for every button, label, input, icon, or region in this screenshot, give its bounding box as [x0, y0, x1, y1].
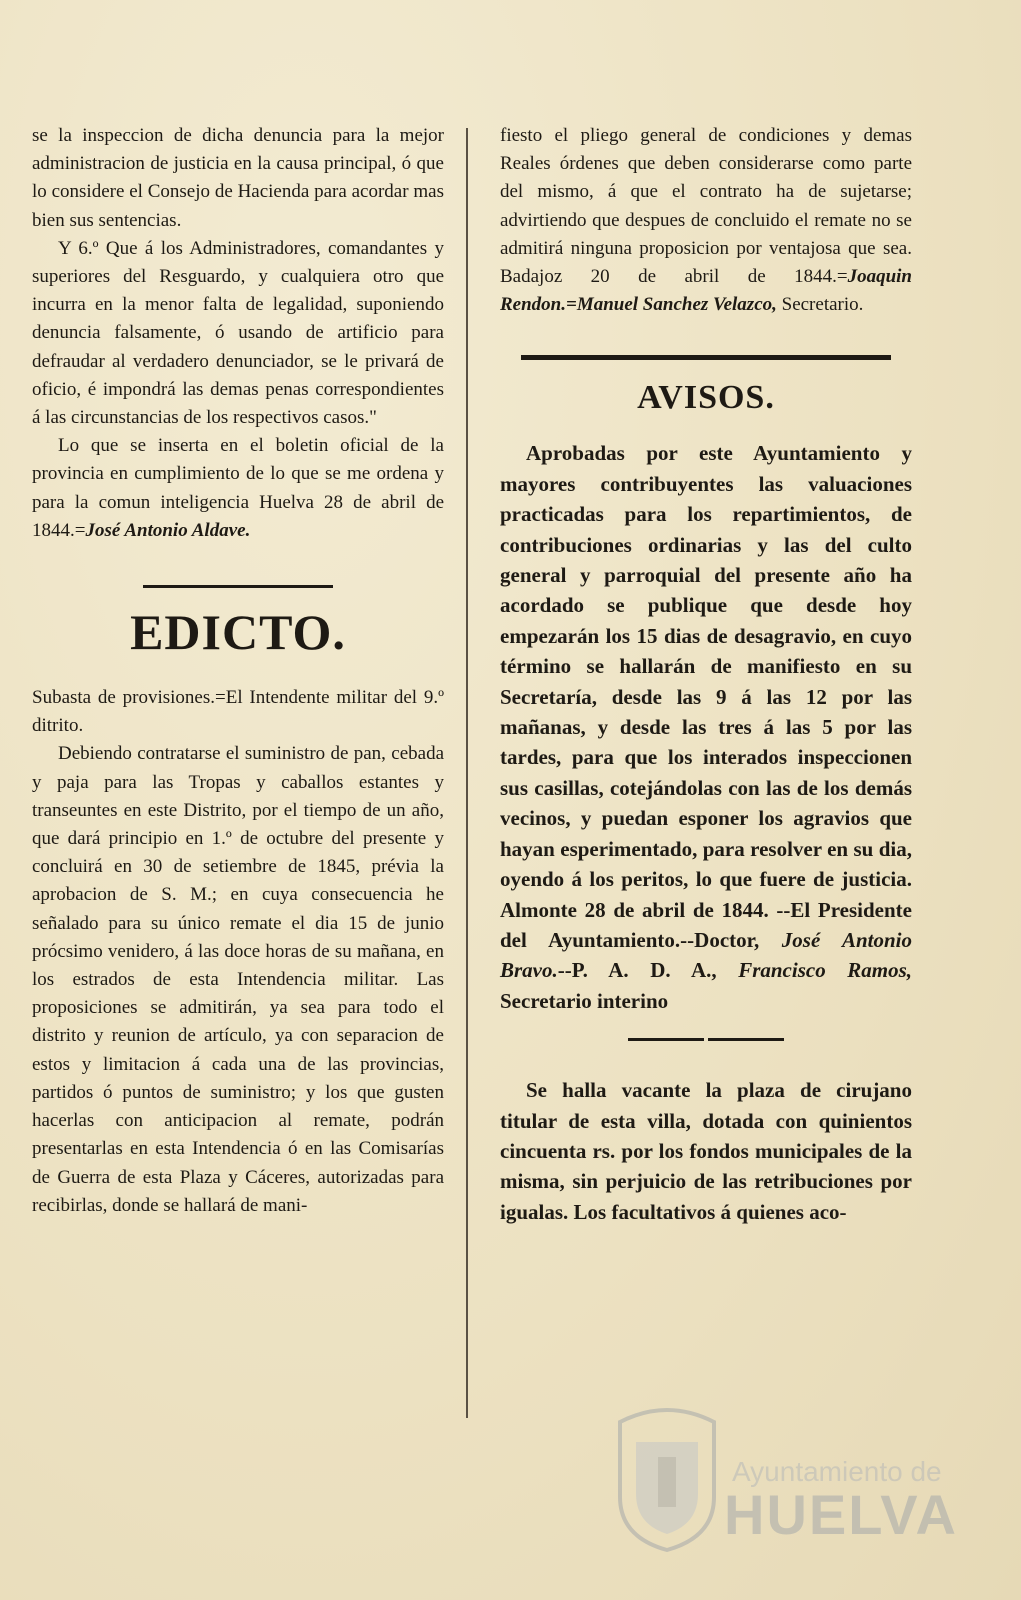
edicto-subtitle: Subasta de provisiones.=El Intendente militar del 9.º ditrito.	[32, 687, 444, 737]
aviso-1: Aprobadas por este Ayuntamiento y mayores contribuyentes las valuaciones practicadas para los repartimientos, de contribuciones ordinarias y las del culto general y parroquial del presente año ha acordado se publique que desde hoy empezarán los 15 dias de desagravio, en cuyo término se hallarán de manifiesto en su Secretaría, desde las 9 á las 12 por las mañanas, y desde las tres á las 5 por las tardes, para que los interados inspeccionen sus casillas, cotejándolas con las de los demás vecinos, y puedan esponer los agravios que hayan esperimentado, para resolver en su dia, oyendo á los peritos, lo que fuere de justicia. Almonte 28 de abril de 1844. --El Presidente del Ayuntamiento.--Doctor, José Antonio Bravo.--P. A. D. A., Francisco Ramos, Secretario interino	[500, 441, 912, 1013]
edicto-body: Debiendo contratarse el suministro de pan, cebada y paja para las Tropas y caballos estantes y transeuntes en este Distrito, por el tiempo de un año, que dará principio en 1.º de octubre del presente y concluirá en 30 de setiembre de 1845, prévia la aprobacion de S. M.; en cuya consecuencia he señalado para su único remate el dia 15 de junio prócsimo venidero, á las doce horas de su mañana, en los estrados de esta Intendencia militar. Las proposiciones se admitirán, ya sea para todo el distrito y reunion de artículo, ya con separacion de estos y limitacion á cada una de las provincias, partidos ó puntos de suministro; y los que gusten hacerlas con anticipacion al remate, podrán presentarlas en esta Intendencia ó en las Comisarías de Guerra de esta Plaza y Cáceres, autorizadas para recibirlas, donde se hallará de mani-	[32, 743, 444, 1216]
huelva-watermark	[612, 1402, 992, 1552]
left-column	[32, 122, 444, 1220]
edicto-title: EDICTO.	[130, 604, 346, 661]
watermark-line2: HUELVA	[724, 1483, 958, 1546]
aviso-2: Se halla vacante la plaza de cirujano titular de esta villa, dotada con quinientos cincuenta rs. por los fondos municipales de la misma, sin perjuicio de las retribuciones por igualas. Los facultativos á quienes aco-	[500, 1078, 912, 1224]
left-paragraph-1: se la inspeccion de dicha denuncia para la mejor administracion de justicia en la causa principal, ó que lo considere el Consejo de Hacienda para acordar mas bien sus sentencias.	[32, 125, 444, 231]
right-paragraph-1: fiesto el pliego general de condiciones y demas Reales órdenes que deben considerarse como parte del mismo, á que el contrato ha de sujetarse; advirtiendo que despues de concluido el remate no se admitirá ninguna proposicion por ventajosa que sea. Badajoz 20 de abril de 1844.=Joaquin Rendon.=Manuel Sanchez Velazco, Secretario.	[500, 125, 912, 316]
right-column	[500, 122, 912, 1227]
signatures-rendon-sanchez: Joaquin Rendon.=Manuel Sanchez Velazco,	[500, 266, 912, 316]
double-rule-divider	[500, 1038, 912, 1041]
signature-aldave: José Antonio Aldave.	[85, 519, 251, 541]
column-divider	[466, 128, 468, 1418]
section-rule	[143, 585, 333, 588]
left-paragraph-3: Lo que se inserta en el boletin oficial de la provincia en cumplimiento de lo que se me ordena y para la comun inteligencia Huelva 28 de abril de 1844.=José Antonio Aldave.	[32, 435, 444, 541]
shield-icon	[612, 1402, 722, 1552]
name-ramos: Francisco Ramos,	[738, 958, 912, 983]
name-bravo: José Antonio Bravo.	[500, 927, 912, 983]
left-paragraph-2: Y 6.º Que á los Administradores, comandantes y superiores del Resguardo, y cualquiera otro que incurra en la menor falta de legalidad, suponiendo denuncia falsamente, ó usando de artificio para defraudar al verdadero denunciador, se le privará de oficio, é impondrá las demas penas correspondientes á las circunstancias de los respectivos casos."	[32, 237, 444, 429]
watermark-line1: Ayuntamiento de	[732, 1456, 942, 1487]
avisos-title: AVISOS.	[637, 379, 775, 417]
section-rule-thick	[521, 355, 891, 360]
